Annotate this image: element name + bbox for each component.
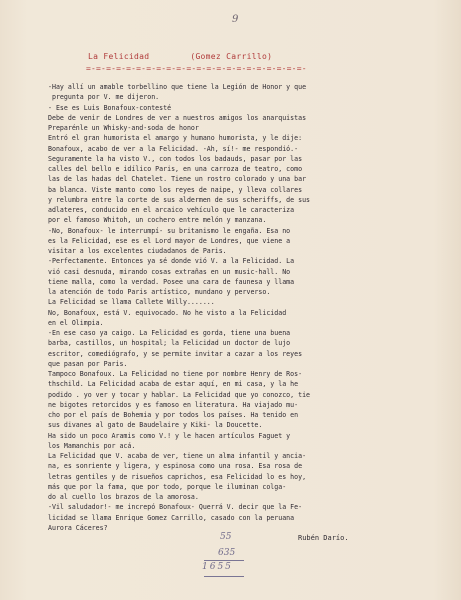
page-number: 9 bbox=[232, 14, 239, 25]
text-line: y relumbra entre la corte de sus aldermen de sus scheriffs, de sus bbox=[48, 195, 311, 204]
text-line: letras gentiles y de risueños caprichos, esa Felicidad lo es hoy, bbox=[48, 472, 307, 481]
text-line: calles del bello e idílico Paris, en una carroza de teatro, como bbox=[48, 165, 303, 173]
text-line: ba blanca. Viste manto como los reyes de naipe, y lleva collares bbox=[48, 185, 303, 194]
text-line: sus divanes al gato de Baudelaire y Kiki- la Doucette. bbox=[48, 421, 263, 430]
text-line: La Felicidad se llama Callete Willy....... bbox=[48, 298, 215, 307]
text-line: -Perfectamente. Entonces ya sé donde vió V. a la Felicidad. La bbox=[48, 257, 295, 266]
text-line: es la Felicidad, ese es el Lord mayor de Londres, que viene a bbox=[48, 236, 291, 245]
document-title: La Felicidad (Gomez Carrillo) bbox=[88, 52, 273, 61]
title-underline: =-=-=-=-=-=-=-=-=-=-=-=-=-=-=-=-=-=-=-=-=-=- bbox=[86, 64, 307, 73]
text-line: pregunta por V. me dijeron. bbox=[48, 93, 160, 102]
text-line: cho por el país de Bohemia y por todos los países. Ha tenido en bbox=[48, 411, 299, 419]
text-line: visitar a los excelentes ciudadanos de Paris. bbox=[48, 247, 227, 255]
text-line: Debe de venir de Londres de ver a nuestros amigos los anarquistas bbox=[48, 113, 307, 122]
annotation-2: 635 bbox=[218, 548, 236, 558]
signature: Rubén Darío. bbox=[298, 534, 349, 542]
text-line: podido . yo ver y tocar y hablar. La Felicidad que yo conozco, tie bbox=[48, 390, 311, 399]
text-line: que pasan por Paris. bbox=[48, 359, 128, 368]
text-line: por el famoso Whitoh, un cochero entre melón y manzana. bbox=[48, 216, 267, 225]
text-line: -En ese caso ya caigo. La Felicidad es gorda, tiene una buena bbox=[48, 329, 291, 337]
text-line: Bonafoux, acabo de ver a la Felicidad. -Ah, sí!- me respondió.- bbox=[48, 144, 299, 153]
text-line: Ha sido un poco Aramis como V.! y le hacen artículos Faguet y bbox=[48, 431, 291, 440]
text-line: barba, castillos, un hospital; la Felicidad un doctor de lujo bbox=[48, 339, 291, 348]
text-line: -No, Bonafoux- le interrumpí- su britanismo le engaña. Esa no bbox=[48, 226, 291, 235]
text-line: Seguramente la ha visto V., con todos los badauds, pasar por las bbox=[48, 154, 303, 163]
text-line: La Felicidad que V. acaba de ver, tiene un alma infantil y ancia- bbox=[48, 452, 307, 460]
text-line: vió casi desnuda, mirando cosas extrañas en un music-hall. No bbox=[48, 267, 291, 276]
text-line: Entró el gran humorista el amargo y humano humorista, y le dije: bbox=[48, 134, 303, 143]
text-line: -Hay allí un amable torbellino que tiene la Legión de Honor y que bbox=[48, 83, 307, 91]
annotation-rule bbox=[204, 576, 244, 577]
text-line: escritor, comediógrafo, y se permite invitar a cazar a los reyes bbox=[48, 349, 303, 358]
annotation-3: 1655 bbox=[202, 562, 233, 572]
text-line: tiene malla, como la verdad. Posee una cara de faunesa y llama bbox=[48, 277, 295, 286]
text-line: -Vil saludador!- me increpó Bonafoux- Querrá V. decir que la Fe- bbox=[48, 503, 303, 512]
text-line: thschild. La Felicidad acaba de estar aquí, en mi casa, y la he bbox=[48, 380, 299, 389]
text-line: las de las hadas del Chatelet. Tiene un rostro colorado y una bar bbox=[48, 175, 307, 184]
text-line: No, Bonafoux, está V. equivocado. No he visto a la Felicidad bbox=[48, 308, 287, 317]
text-line: los Mamanchis por acá. bbox=[48, 441, 136, 450]
text-line: Preparénle un Whisky-and-soda de honor bbox=[48, 124, 199, 132]
text-line: adlateres, conducido en el arcaico vehículo que le caracteriza bbox=[48, 206, 295, 214]
text-line: más que por la fama, que por todo, porque le iluminan colga- bbox=[48, 482, 287, 491]
annotation-rule bbox=[204, 560, 244, 561]
annotation-1: 55 bbox=[220, 532, 232, 542]
text-line: Tampoco Bonafoux. La Felicidad no tiene por nombre Henry de Ros- bbox=[48, 370, 303, 378]
text-line: do al cuello los brazos de la amorosa. bbox=[48, 493, 199, 501]
text-line: na, es sonriente y ligera, y espinosa como una rosa. Esa rosa de bbox=[48, 462, 303, 471]
text-line: licidad se llama Enrique Gomez Carrillo, casado con la peruana bbox=[48, 513, 295, 522]
text-line: - Ese es Luis Bonafoux-contesté bbox=[48, 103, 172, 112]
text-line: la atención de todo Paris artístico, mundano y perverso. bbox=[48, 288, 271, 296]
text-line: en el Olimpia. bbox=[48, 318, 104, 327]
text-line: ne bigotes retorcidos y es famoso en literatura. Ha viajado mu- bbox=[48, 400, 299, 409]
body-text bbox=[48, 82, 453, 533]
text-line: Aurora Cáceres? bbox=[48, 523, 108, 532]
